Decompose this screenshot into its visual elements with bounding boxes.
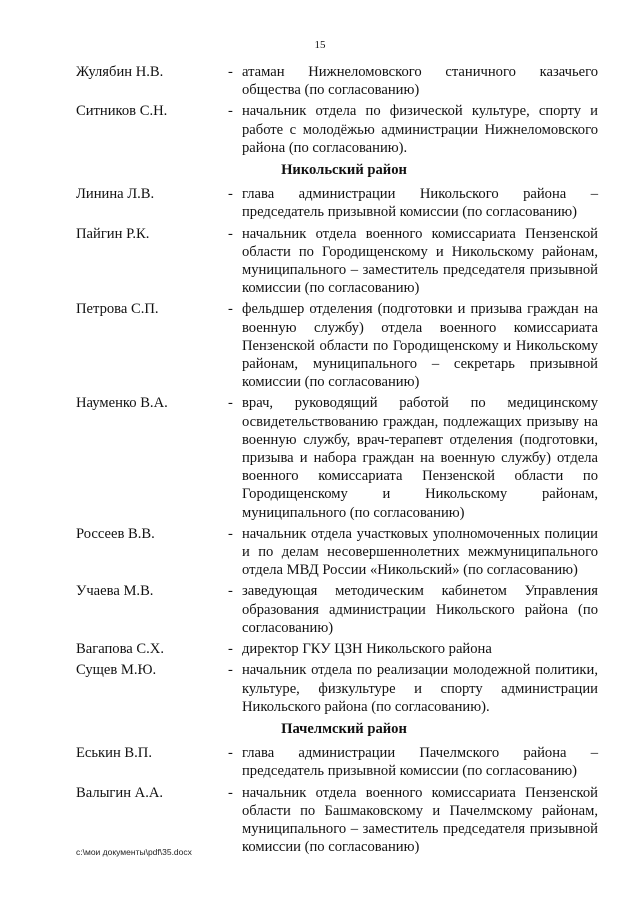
member-name: Науменко В.А. [76, 395, 168, 412]
member-name: Вагапова С.Х. [76, 641, 164, 658]
member-position: начальник отдела по реализации молодежной политики, культуре, физкультуре и спорту администрации Никольского района (по согласованию). [242, 662, 598, 715]
dash-separator: - [228, 301, 233, 318]
dash-separator: - [228, 525, 233, 542]
member-entry [76, 63, 598, 99]
dash-separator: - [228, 662, 233, 679]
dash-separator: - [228, 641, 233, 658]
member-position: фельдшер отделения (подготовки и призыва граждан на военную службу) отдела военного комиссариата Пензенской области по Городищенскому и Никольскому районам, муниципального – секретарь призывной комиссии (по согласованию) [242, 301, 598, 391]
member-position: начальник отдела военного комиссариата Пензенской области по Городищенскому и Никольскому районам, муниципального – заместитель председателя призывной комиссии (по согласованию) [242, 225, 598, 297]
member-entry [76, 300, 598, 391]
member-name: Петрова С.П. [76, 301, 159, 318]
member-position: начальник отдела участковых уполномоченных полиции и по делам несовершеннолетних межмуниципального отдела МВД России «Никольский» (по согласованию) [242, 525, 598, 579]
file-path-footer: c:\мои документы\pdf\35.docx [76, 847, 192, 857]
member-position: врач, руководящий работой по медицинскому освидетельствованию граждан, подлежащих призыву на военную службу, врач-терапевт отделения (подготовки, призыва и набора граждан на военную службу) отдела военного комиссариата Пензенской области по Городищенскому и Никольскому районам, муниципального (по согласованию) [242, 395, 598, 521]
member-entry [76, 102, 598, 157]
member-entry [76, 744, 598, 780]
dash-separator: - [228, 64, 233, 80]
member-name: Сущев М.Ю. [76, 662, 157, 679]
dash-separator: - [228, 745, 233, 762]
dash-separator: - [228, 395, 233, 412]
dash-separator: - [228, 225, 233, 242]
member-name: Жулябин Н.В. [76, 64, 164, 80]
member-position: глава администрации Никольского района – председатель призывной комиссии (по согласованию) [242, 186, 598, 221]
member-position: глава администрации Пачелмского района – председатель призывной комиссии (по согласованию) [242, 745, 598, 780]
district-heading: Никольский район [281, 162, 407, 179]
member-entry [76, 640, 598, 658]
dash-separator: - [228, 186, 233, 203]
dash-separator: - [228, 103, 233, 120]
member-name: Россеев В.В. [76, 525, 155, 542]
commission-members-list [76, 63, 598, 859]
member-position: заведующая методическим кабинетом Управления образования администрации Никольского района (по согласованию) [242, 583, 598, 636]
member-position: начальник отдела по физической культуре, спорту и работе с молодёжью администрации Нижнеломовского района (по согласованию). [242, 103, 598, 156]
member-name: Еськин В.П. [76, 745, 152, 762]
member-name: Линина Л.В. [76, 186, 155, 203]
member-position: начальник отдела военного комиссариата Пензенской области по Башмаковскому и Пачелмскому районам, муниципального – заместитель председателя призывной комиссии (по согласованию) [242, 784, 598, 856]
district-heading: Пачелмский район [281, 720, 407, 737]
member-position: атаман Нижнеломовского станичного казачьего общества (по согласованию) [242, 64, 598, 99]
member-position: директор ГКУ ЦЗН Никольского района [242, 641, 492, 658]
member-entry [76, 582, 598, 637]
dash-separator: - [228, 583, 233, 600]
member-name: Пайгин Р.К. [76, 225, 150, 242]
member-entry [76, 661, 598, 716]
member-entry [76, 525, 598, 580]
dash-separator: - [228, 784, 233, 801]
member-entry [76, 394, 598, 521]
member-entry [76, 225, 598, 298]
page-number: 15 [314, 39, 326, 51]
member-entry [76, 185, 598, 221]
member-name: Ситников С.Н. [76, 103, 168, 120]
member-name: Учаева М.В. [76, 583, 154, 600]
member-name: Валыгин А.А. [76, 784, 164, 801]
